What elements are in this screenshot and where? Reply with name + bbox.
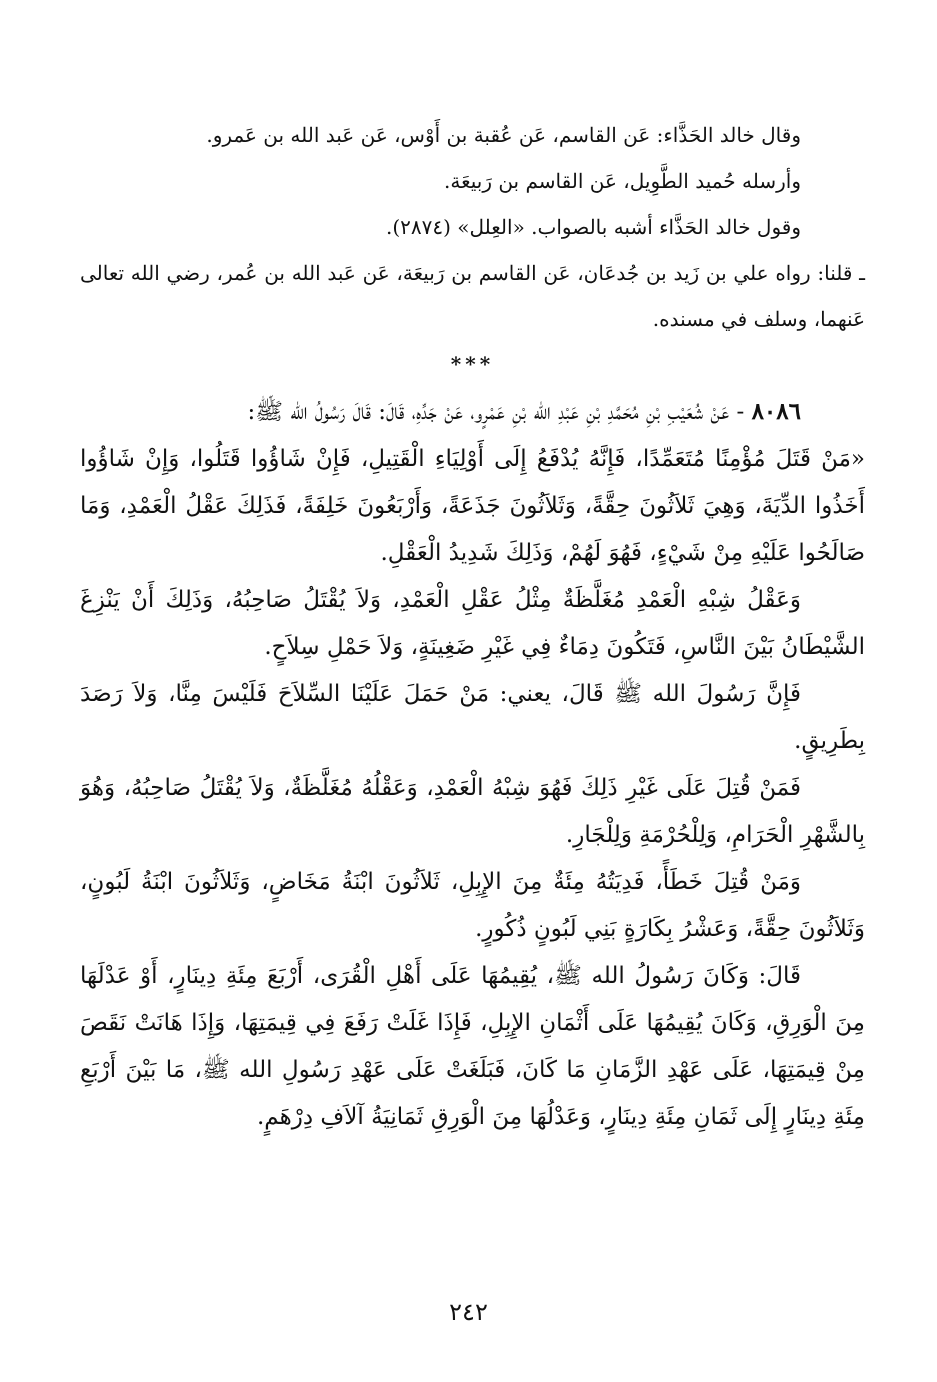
hadith-isnad: - عَنْ شُعَيْبِ بْنِ مُحَمَّدِ بْنِ عَبْدِ الله بْنِ عَمْرٍو، عَنْ جَدِّهِ، قَالَ: قَالَ رَسُولُ الله ﷺ: <box>247 399 745 425</box>
intro-line-1: وقال خالد الحَذَّاء: عَن القاسم، عَن عُقبة بن أَوْس، عَن عَبد الله بن عَمرو. <box>206 123 801 147</box>
hadith-paragraph-1: «مَنْ قَتَلَ مُؤْمِنًا مُتَعَمِّدًا، فَإِنَّهُ يُدْفَعُ إِلَى أَوْلِيَاءِ الْقَتِيلِ، فَإِنْ شَاؤُوا قَتَلُوا، وَإِنْ شَاؤُوا أَخَذُوا الدِّيَةَ، وَهِيَ ثَلاَثُونَ حِقَّةً، وَثَلاَثُونَ جَذَعَةً، وَأَرْبَعُونَ خَلِفَةً، فَذَلِكَ عَقْلُ الْعَمْدِ، وَمَا صَالَحُوا عَلَيْهِ مِنْ شَيْءٍ، فَهُوَ لَهُمْ، وَذَلِكَ شَدِيدُ الْعَقْلِ. <box>80 446 865 566</box>
hadith-paragraph-4: فَمَنْ قُتِلَ عَلَى غَيْرِ ذَلِكَ فَهُوَ شِبْهُ الْعَمْدِ، وَعَقْلُهُ مُغَلَّظَةٌ، وَلاَ يُقْتَلُ صَاحِبُهُ، وَهُوَ بِالشَّهْرِ الْحَرَامِ، وَلِلْحُرْمَةِ وَلِلْجَارِ. <box>80 775 865 848</box>
hadith-header <box>80 388 865 436</box>
intro-line-2: وأرسله حُميد الطَّوِيل، عَن القاسم بن رَبيعَة. <box>443 169 801 193</box>
page-number: ٢٤٢ <box>449 1298 488 1326</box>
hadith-paragraph-2: وَعَقْلُ شِبْهِ الْعَمْدِ مُغَلَّظَةٌ مِثْلُ عَقْلِ الْعَمْدِ، وَلاَ يُقْتَلُ صَاحِبُهُ، وَذَلِكَ أَنْ يَنْزِغَ الشَّيْطَانُ بَيْنَ النَّاسِ، فَتَكُونَ دِمَاءٌ فِي غَيْرِ ضَغِينَةٍ، وَلاَ حَمْلِ سِلاَحٍ. <box>80 587 865 660</box>
intro-line-3: وقول خالد الحَذَّاء أشبه بالصواب. «العِلل» (٢٨٧٤). <box>385 215 801 239</box>
hadith-paragraph-6: قَالَ: وَكَانَ رَسُولُ الله ﷺ، يُقِيمُهَا عَلَى أَهْلِ الْقُرَى، أَرْبَعَ مِئَةِ دِينَارٍ، أَوْ عَدْلَهَا مِنَ الْوَرِقِ، وَكَانَ يُقِيمُهَا عَلَى أَثْمَانِ الإِبِلِ، فَإِذَا غَلَتْ رَفَعَ فِي قِيمَتِهَا، وَإِذَا هَانَتْ نَقَصَ مِنْ قِيمَتِهَا، عَلَى عَهْدِ الزَّمَانِ مَا كَانَ، فَبَلَغَتْ عَلَى عَهْدِ رَسُولِ الله ﷺ، مَا بَيْنَ أَرْبَعِ مِئَةِ دِينَارٍ إِلَى ثَمَانِ مِئَةِ دِينَارٍ، وَعَدْلُهَا مِنَ الْوَرِقِ ثَمَانِيَةُ آلاَفِ دِرْهَمٍ. <box>80 963 865 1130</box>
hadith-paragraph-5: وَمَنْ قُتِلَ خَطَأً، فَدِيَتُهُ مِئَةٌ مِنَ الإِبِلِ، ثَلاَثُونَ ابْنَةُ مَخَاضٍ، وَثَلاَثُونَ ابْنَةُ لَبُونٍ، وَثَلاَثُونَ حِقَّةً، وَعَشْرُ بِكَارَةٍ بَنِي لَبُونٍ ذُكُورٍ. <box>80 869 865 942</box>
page-body <box>80 112 865 1141</box>
section-separator: *** <box>450 352 495 376</box>
intro-note: ـ قلنا: رواه علي بن زَيد بن جُدعَان، عَن القاسم بن رَبيعَة، عَن عَبد الله بن عُمر، رضي الله تعالى عَنهما، وسلف في مسنده. <box>80 261 865 331</box>
hadith-paragraph-3: فَإِنَّ رَسُولَ الله ﷺ قَالَ، يعني: مَنْ حَمَلَ عَلَيْنَا السِّلاَحَ فَلَيْسَ مِنَّا، وَلاَ رَصَدَ بِطَرِيقٍ. <box>80 681 865 754</box>
hadith-number: ٨٠٨٦ <box>751 398 801 425</box>
